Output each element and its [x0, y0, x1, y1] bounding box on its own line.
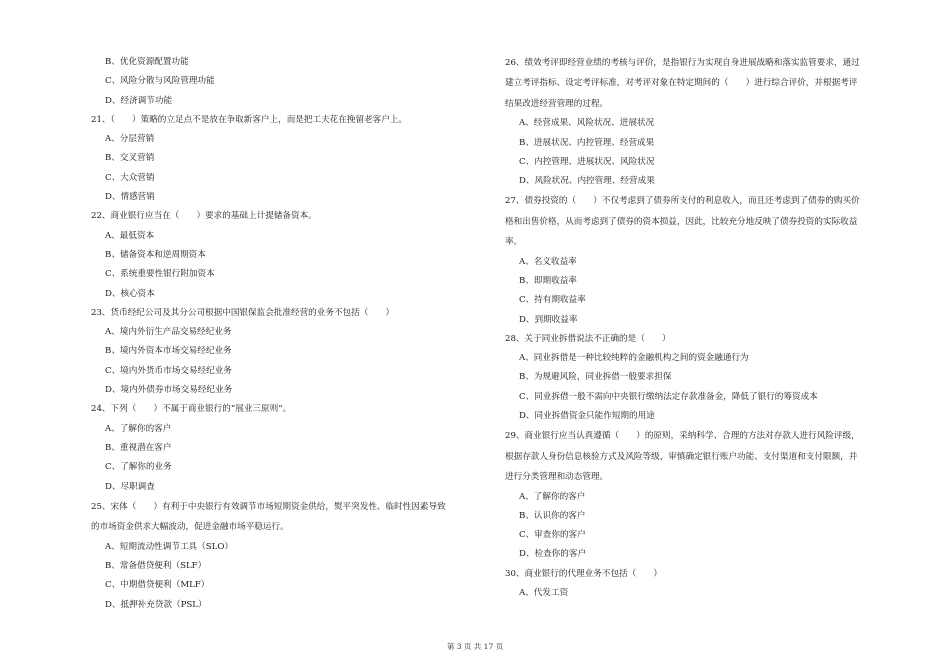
question-text: 27、债券投资的（ ）不仅考虑到了债券所支付的利息收入，而且还考虑到了债券的购买价 [505, 196, 860, 207]
answer-option: D、抵押补充贷款（PSL） [105, 599, 207, 610]
answer-option: D、情感营销 [105, 192, 155, 203]
left-column [91, 53, 491, 615]
answer-option: D、境内外债券市场交易经纪业务 [105, 385, 233, 396]
question-text: 结果改进经营管理的过程。 [505, 98, 609, 109]
answer-option: A、同业拆借是一种比较纯粹的金融机构之间的资金融通行为 [519, 353, 749, 364]
answer-option: B、储备资本和逆周期资本 [105, 249, 206, 260]
answer-option: C、中期借贷便利（MLF） [105, 580, 210, 591]
answer-option: C、了解你的业务 [105, 462, 172, 473]
question-text: 25、宋体（ ）有利于中央银行有效调节市场短期资金供给，熨平突发性、临时性因素导致 [91, 501, 446, 512]
question-text: 24、下列（ ）不属于商业银行的“展业三原则”。 [91, 404, 292, 415]
question-text: 率。 [505, 237, 523, 248]
answer-option: C、境内外货币市场交易经纪业务 [105, 365, 232, 376]
answer-option: C、大众营销 [105, 172, 155, 183]
answer-option: D、尽职调查 [105, 481, 155, 492]
answer-option: B、认识你的客户 [519, 510, 586, 521]
answer-option: A、名义收益率 [519, 256, 577, 267]
answer-option: C、审查你的客户 [519, 530, 586, 541]
question-text: 21、（ ）策略的立足点不是放在争取新客户上，而是把工夫花在挽留老客户上。 [91, 114, 408, 125]
question-text: 30、商业银行的代理业务不包括（ ） [505, 568, 663, 579]
question-text: 28、关于同业拆借说法不正确的是（ ） [505, 333, 671, 344]
question-text: 的市场资金供求大幅波动，促进金融市场平稳运行。 [91, 522, 289, 533]
answer-option: B、进展状况、内控管理、经营成果 [519, 137, 655, 148]
page-number: 第 3 页 共 17 页 [446, 642, 504, 651]
question-text: 29、商业银行应当认真遵循（ ）的原则，采纳科学、合理的方法对存款人进行风险评级， [505, 431, 860, 442]
answer-option: B、交叉营销 [105, 153, 155, 164]
right-column [505, 53, 905, 603]
answer-option: D、到期收益率 [519, 314, 578, 325]
answer-option: B、常备借贷便利（SLF） [105, 560, 207, 571]
question-text: 格和出售价格，从而考虑到了债券的资本损益，因此，比较充分地反映了债券投资的实际收益 [505, 216, 858, 227]
answer-option: A、了解你的客户 [105, 423, 172, 434]
question-text: 22、商业银行应当在（ ）要求的基础上计提储备资本。 [91, 211, 317, 222]
answer-option: B、境内外资本市场交易经纪业务 [105, 346, 232, 357]
answer-option: D、核心资本 [105, 288, 155, 299]
question-text: 建立考评指标、设定考评标准，对考评对象在特定期间的（ ）进行综合评价，并根据考评 [505, 78, 858, 89]
question-text: 进行分类管理和动态管理。 [505, 472, 609, 483]
question-text: 根据存款人身份信息核验方式及风险等级，审慎确定银行账户功能、支付渠道和支付限额，并 [505, 451, 858, 462]
answer-option: A、经营成果、风险状况、进展状况 [519, 118, 655, 129]
answer-option: A、分层营销 [105, 134, 155, 145]
answer-option: A、代发工资 [519, 588, 569, 598]
answer-option: B、重视潜在客户 [105, 442, 172, 453]
question-text: 23、货币经纪公司及其分公司根据中国银保监会批准经营的业务不包括（ ） [91, 307, 395, 318]
answer-option: D、同业拆借资金只能作短期的用途 [519, 411, 655, 421]
answer-option: C、系统重要性银行附加资本 [105, 269, 215, 280]
answer-option: D、检查你的客户 [519, 549, 587, 560]
answer-option: D、经济调节功能 [105, 95, 173, 106]
answer-option: C、同业拆借一般不需向中央银行缴纳法定存款准备金，降低了银行的筹资成本 [519, 391, 818, 402]
answer-option: A、最低资本 [105, 230, 155, 241]
answer-option: A、了解你的客户 [519, 491, 586, 502]
answer-option: C、风险分散与风险管理功能 [105, 76, 215, 87]
question-text: 26、绩效考评即经营业绩的考核与评价，是指银行为实现自身进展战略和落实监管要求，通过 [505, 58, 860, 68]
answer-option: B、即期收益率 [519, 275, 577, 286]
answer-option: C、内控管理、进展状况、风险状况 [519, 156, 655, 167]
answer-option: C、持有期收益率 [519, 295, 586, 306]
answer-option: A、境内外衍生产品交易经纪业务 [105, 327, 232, 338]
answer-option: A、短期流动性调节工具（SLO） [105, 541, 233, 552]
answer-option: B、优化资源配置功能 [105, 57, 189, 67]
answer-option: D、风险状况、内控管理、经营成果 [519, 176, 655, 187]
answer-option: B、为规避风险，同业拆借一般要求担保 [519, 372, 672, 383]
